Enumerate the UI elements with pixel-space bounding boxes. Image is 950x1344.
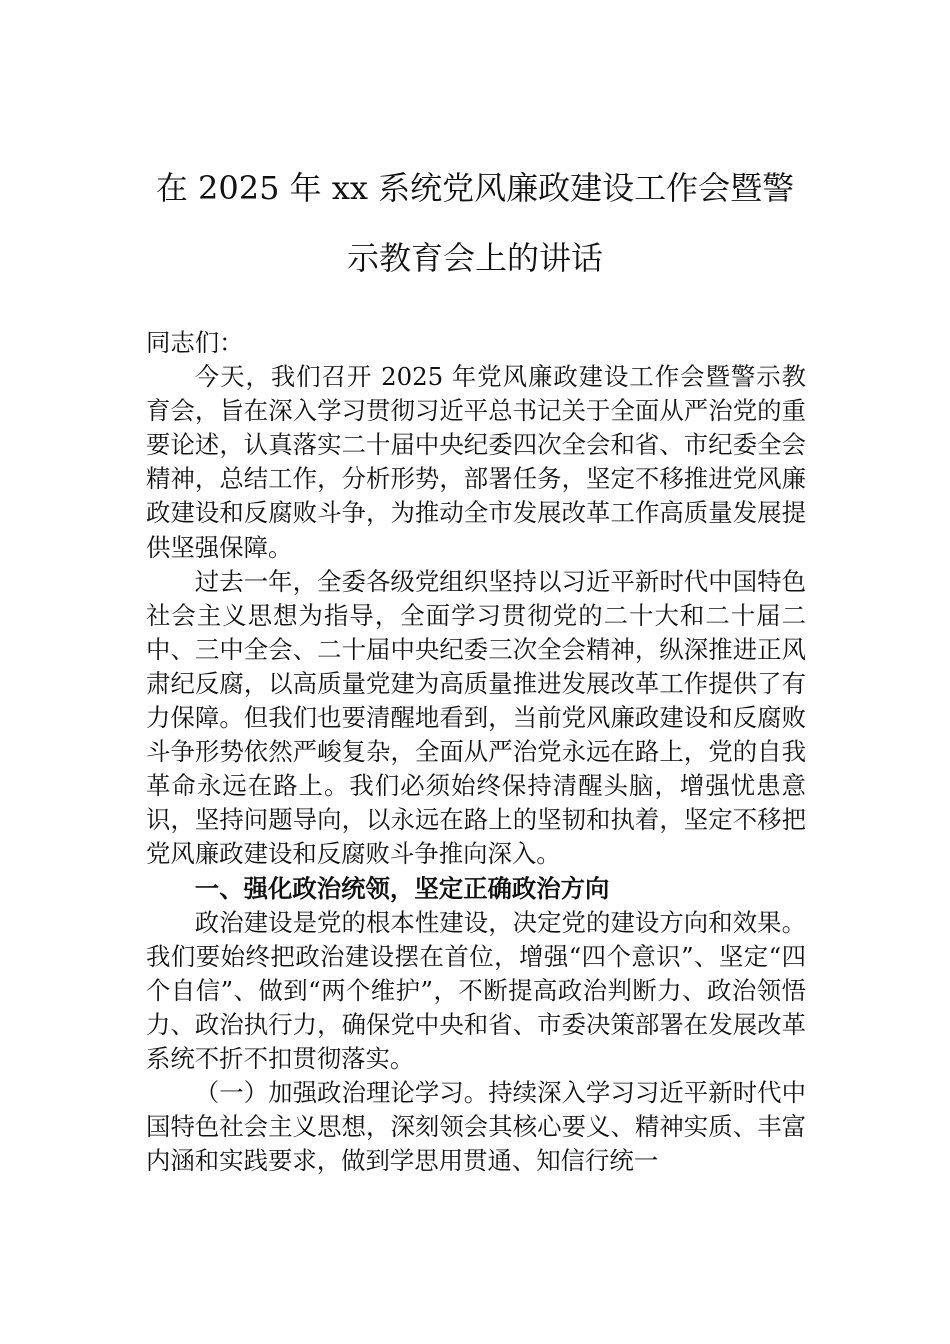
paragraph-opening: 今天，我们召开 2025 年党风廉政建设工作会暨警示教育会，旨在深入学习贯彻习近平总书记关于全面从严治党的重要论述，认真落实二十届中央纪委四次全会和省、市纪委全会精神，总结工作，分析形势，部署任务，坚定不移推进党风廉政建设和反腐败斗争，为推动全市发展改革工作高质量发展提供坚强保障。 bbox=[146, 362, 806, 562]
document-title-line-2: 示教育会上的讲话 bbox=[346, 239, 603, 277]
paragraph-review: 过去一年，全委各级党组织坚持以习近平新时代中国特色社会主义思想为指导，全面学习贯彻党的二十大和二十届二中、三中全会、二十届中央纪委三次全会精神，纵深推进正风肃纪反腐，以高质量党建为高质量推进发展改革工作提供了有力保障。但我们也要清醒地看到，当前党风廉政建设和反腐败斗争形势依然严峻复杂，全面从严治党永远在路上，党的自我革命永远在路上。我们必须始终保持清醒头脑，增强忧患意识，坚持问题导向，以永远在路上的坚韧和执着，坚定不移把党风廉政建设和反腐败斗争推向深入。 bbox=[146, 566, 806, 869]
subsection-1-paragraph: （一）加强政治理论学习。持续深入学习习近平新时代中国特色社会主义思想，深刻领会其核心要义、精神实质、丰富内涵和实践要求，做到学思用贯通、知信行统一 bbox=[146, 1078, 806, 1176]
salutation: 同志们： bbox=[146, 328, 244, 357]
document-title-line-1: 在 2025 年 xx 系统党风廉政建设工作会暨警 bbox=[155, 169, 795, 207]
section-heading-1: 一、强化政治统领，坚定正确政治方向 bbox=[194, 873, 610, 903]
section-1-paragraph: 政治建设是党的根本性建设，决定党的建设方向和效果。我们要始终把政治建设摆在首位，增强“四个意识”、坚定“四个自信”、做到“两个维护”，不断提高政治判断力、政治领悟力、政治执行力，确保党中央和省、市委决策部署在发展改革系统不折不扣贯彻落实。 bbox=[146, 907, 806, 1073]
document-body bbox=[146, 326, 806, 1178]
